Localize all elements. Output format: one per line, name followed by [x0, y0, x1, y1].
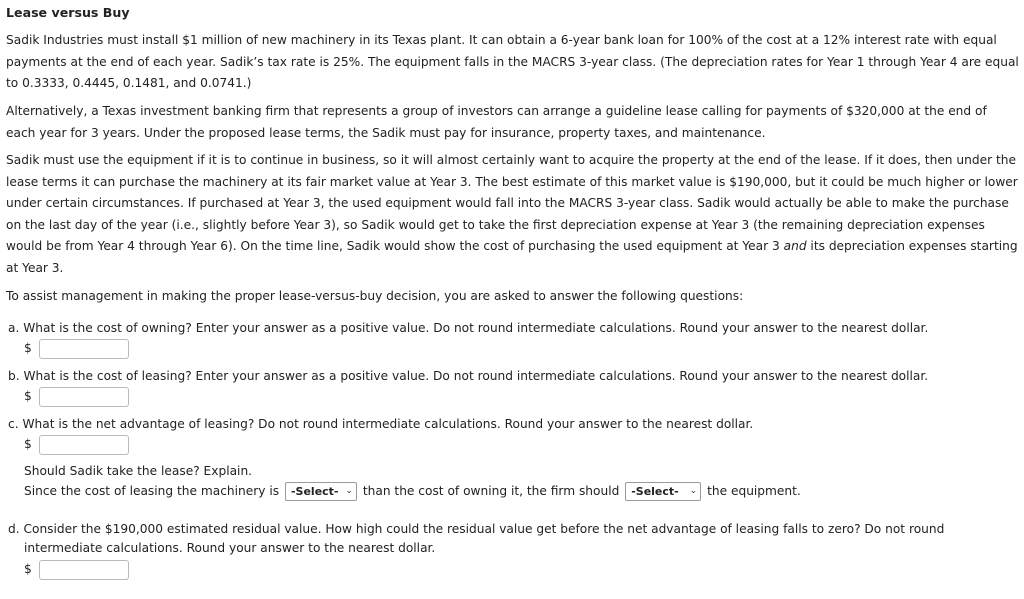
- decision-select-value: -Select-: [631, 484, 679, 498]
- question-d-line-2: intermediate calculations. Round your answer to the nearest dollar.: [24, 540, 436, 555]
- residual-value-input[interactable]: [39, 560, 129, 580]
- dollar-sign: $: [24, 562, 32, 576]
- question-a: a. What is the cost of owning? Enter your answer as a positive value. Do not round intermediate calculations. Round your answer to the nearest dollar.: [8, 321, 929, 335]
- comparison-select-value: -Select-: [290, 484, 339, 498]
- explain-text-1: Since the cost of leasing the machinery is: [24, 484, 280, 498]
- explain-text-3: the equipment.: [707, 484, 801, 498]
- intro-paragraph-3: [6, 150, 1020, 280]
- cost-of-owning-input[interactable]: [39, 339, 129, 359]
- question-d: [8, 519, 1020, 559]
- comparison-select[interactable]: [285, 482, 357, 501]
- page-title: Lease versus Buy: [6, 5, 130, 20]
- net-advantage-input[interactable]: [39, 435, 129, 455]
- question-d-line-1: d. Consider the $190,000 estimated residual value. How high could the residual value get before the net advantage of leasing falls to zero? Do not round: [8, 522, 945, 536]
- chevron-down-icon: ⌄: [689, 485, 698, 496]
- question-c: c. What is the net advantage of leasing? Do not round intermediate calculations. Round your answer to the nearest dollar.: [8, 417, 754, 431]
- decision-select[interactable]: [625, 482, 701, 501]
- intro-paragraph-3-text: Sadik must use the equipment if it is to continue in business, so it will almost certainly want to acquire the property at the end of the lease. If it does, then under the lease terms it can purchase the machinery at its fair market value at Year 3. The best estimate of this market value is $190,000, but it could be much higher or lower under certain circumstances. If purchased at Year 3, the used equipment would fall into the MACRS 3-year class. Sadik would actually be able to make the purchase on the last day of the year (i.e., slightly before Year 3), so Sadik would get to take the first depreciation expense at Year 3 (the remaining depreciation expenses would be from Year 4 through Year 6). On the time line, Sadik would show the cost of purchasing the used equipment at Year 3: [6, 153, 1018, 254]
- answer-c-row: [24, 434, 129, 456]
- answer-a-row: [24, 338, 129, 360]
- intro-paragraph-3-emphasis: and: [783, 239, 807, 254]
- chevron-down-icon: ⌄: [345, 485, 353, 496]
- intro-paragraph-2: Alternatively, a Texas investment banking firm that represents a group of investors can arrange a guideline lease calling for payments of $320,000 at the end of each year for 3 years. Under the proposed lease terms, the Sadik must pay for insurance, property taxes, and maintenance.: [6, 104, 987, 140]
- intro-paragraph-1: Sadik Industries must install $1 million of new machinery in its Texas plant. It can obtain a 6-year bank loan for 100% of the cost at a 12% interest rate with equal payments at the end of each year. Sadik’s tax rate is 25%. The equipment falls in the MACRS 3-year class. (The depreciation rates for Year 1 through Year 4 are equal to 0.3333, 0.4445, 0.1481, and 0.0741.): [6, 33, 1019, 91]
- question-b: b. What is the cost of leasing? Enter your answer as a positive value. Do not round intermediate calculations. Round your answer to the nearest dollar.: [8, 369, 929, 383]
- explain-text-2: than the cost of owning it, the firm should: [362, 484, 620, 498]
- intro-paragraph-4: To assist management in making the proper lease-versus-buy decision, you are asked to answer the following questions:: [6, 289, 744, 303]
- cost-of-leasing-input[interactable]: [39, 387, 129, 407]
- dollar-sign: $: [24, 437, 32, 451]
- answer-b-row: [24, 386, 129, 408]
- explain-heading: Should Sadik take the lease? Explain.: [24, 464, 253, 478]
- dollar-sign: $: [24, 341, 32, 355]
- explain-sentence: [24, 481, 1020, 503]
- dollar-sign: $: [24, 389, 32, 403]
- intro-paragraph-3-tail: its depreciation expenses starting at Year 3.: [6, 239, 1018, 275]
- answer-d-row: [24, 559, 129, 581]
